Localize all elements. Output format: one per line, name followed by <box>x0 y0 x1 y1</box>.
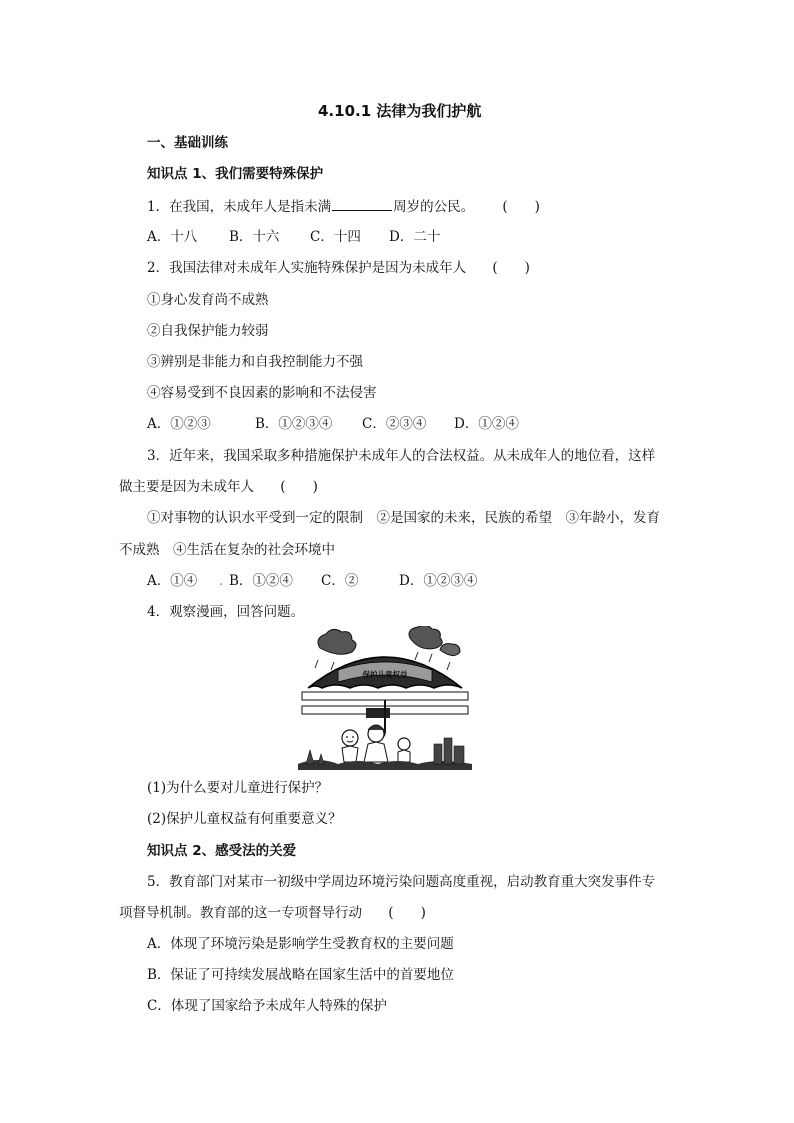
q3-items-line-2: 不成熟 ④生活在复杂的社会环境中 <box>119 542 335 558</box>
q1-stem: 1．在我国，未成年人是指未满 <box>147 199 332 215</box>
q3-answer-paren: ( ) <box>280 479 318 495</box>
umbrella-cartoon-image <box>298 626 472 770</box>
q2-options <box>147 415 519 433</box>
q1-options <box>147 228 440 246</box>
q2-answer-paren: ( ) <box>492 260 530 276</box>
q3-option-d: D．①②③④ <box>399 573 478 589</box>
knowledge-point-1: 知识点 1、我们需要特殊保护 <box>147 166 324 182</box>
q1-answer-paren: ( ) <box>502 199 540 215</box>
q2-item-1: ①身心发育尚不成熟 <box>147 292 269 308</box>
knowledge-point-2: 知识点 2、感受法的关爱 <box>147 843 297 859</box>
question-1 <box>147 197 540 216</box>
q3-option-b: B．①②④ <box>229 573 293 589</box>
q1-option-d: D．二十 <box>389 229 441 245</box>
q3-items-line-1: ①对事物的认识水平受到一定的限制 ②是国家的未来，民族的希望 ③年龄小，发育 <box>147 510 660 526</box>
q3-option-a: A．①④ <box>147 573 198 589</box>
q2-option-c: C．②③④ <box>362 416 427 432</box>
question-5-line-2 <box>119 904 426 922</box>
q3-options <box>147 572 477 590</box>
q5-option-c: C．体现了国家给予未成年人特殊的保护 <box>147 998 387 1014</box>
q1-answer-blank <box>332 197 392 211</box>
q3-stem-line-1: 3．近年来，我国采取多种措施保护未成年人的合法权益。从未成年人的地位看，这样 <box>147 448 656 464</box>
q5-stem-line-2: 项督导机制。教育部的这一专项督导行动 <box>119 905 362 921</box>
q5-stem-line-1: 5．教育部门对某市一初级中学周边环境污染问题高度重视，启动教育重大突发事件专 <box>147 874 656 890</box>
q1-option-c: C．十四 <box>310 229 361 245</box>
q4-stem: 4．观察漫画，回答问题。 <box>147 604 305 620</box>
q5-answer-paren: ( ) <box>388 905 426 921</box>
q2-option-d: D．①②④ <box>454 416 519 432</box>
question-3-line-2 <box>119 478 318 496</box>
q2-option-b: B．①②③④ <box>255 416 333 432</box>
q2-item-4: ④容易受到不良因素的影响和不法侵害 <box>147 385 377 401</box>
q1-option-b: B．十六 <box>229 229 280 245</box>
q5-option-a: A．体现了环境污染是影响学生受教育权的主要问题 <box>147 936 454 952</box>
q3-option-c: C．② <box>321 573 359 589</box>
q2-item-3: ③辨别是非能力和自我控制能力不强 <box>147 354 363 370</box>
q2-option-a: A．①②③ <box>147 416 211 432</box>
q3-stem-line-2: 做主要是因为未成年人 <box>119 479 254 495</box>
q4-subquestion-2: (2)保护儿童权益有何重要意义？ <box>147 811 342 827</box>
q2-stem: 2．我国法律对未成年人实施特殊保护是因为未成年人 <box>147 260 467 276</box>
q4-subquestion-1: (1)为什么要对儿童进行保护？ <box>147 780 329 796</box>
section-heading: 一、基础训练 <box>147 135 228 151</box>
umbrella-lettering: 保护儿童权益 <box>362 670 408 679</box>
q1-option-a: A．十八 <box>147 229 198 245</box>
q5-option-b: B．保证了可持续发展战略在国家生活中的首要地位 <box>147 967 454 983</box>
q3-stray-mark: . <box>219 573 224 589</box>
q1-stem-end: 周岁的公民。 <box>393 199 475 215</box>
question-2 <box>147 259 530 277</box>
page-title: 4.10.1 法律为我们护航 <box>318 102 482 120</box>
q2-item-2: ②自我保护能力较弱 <box>147 323 269 339</box>
